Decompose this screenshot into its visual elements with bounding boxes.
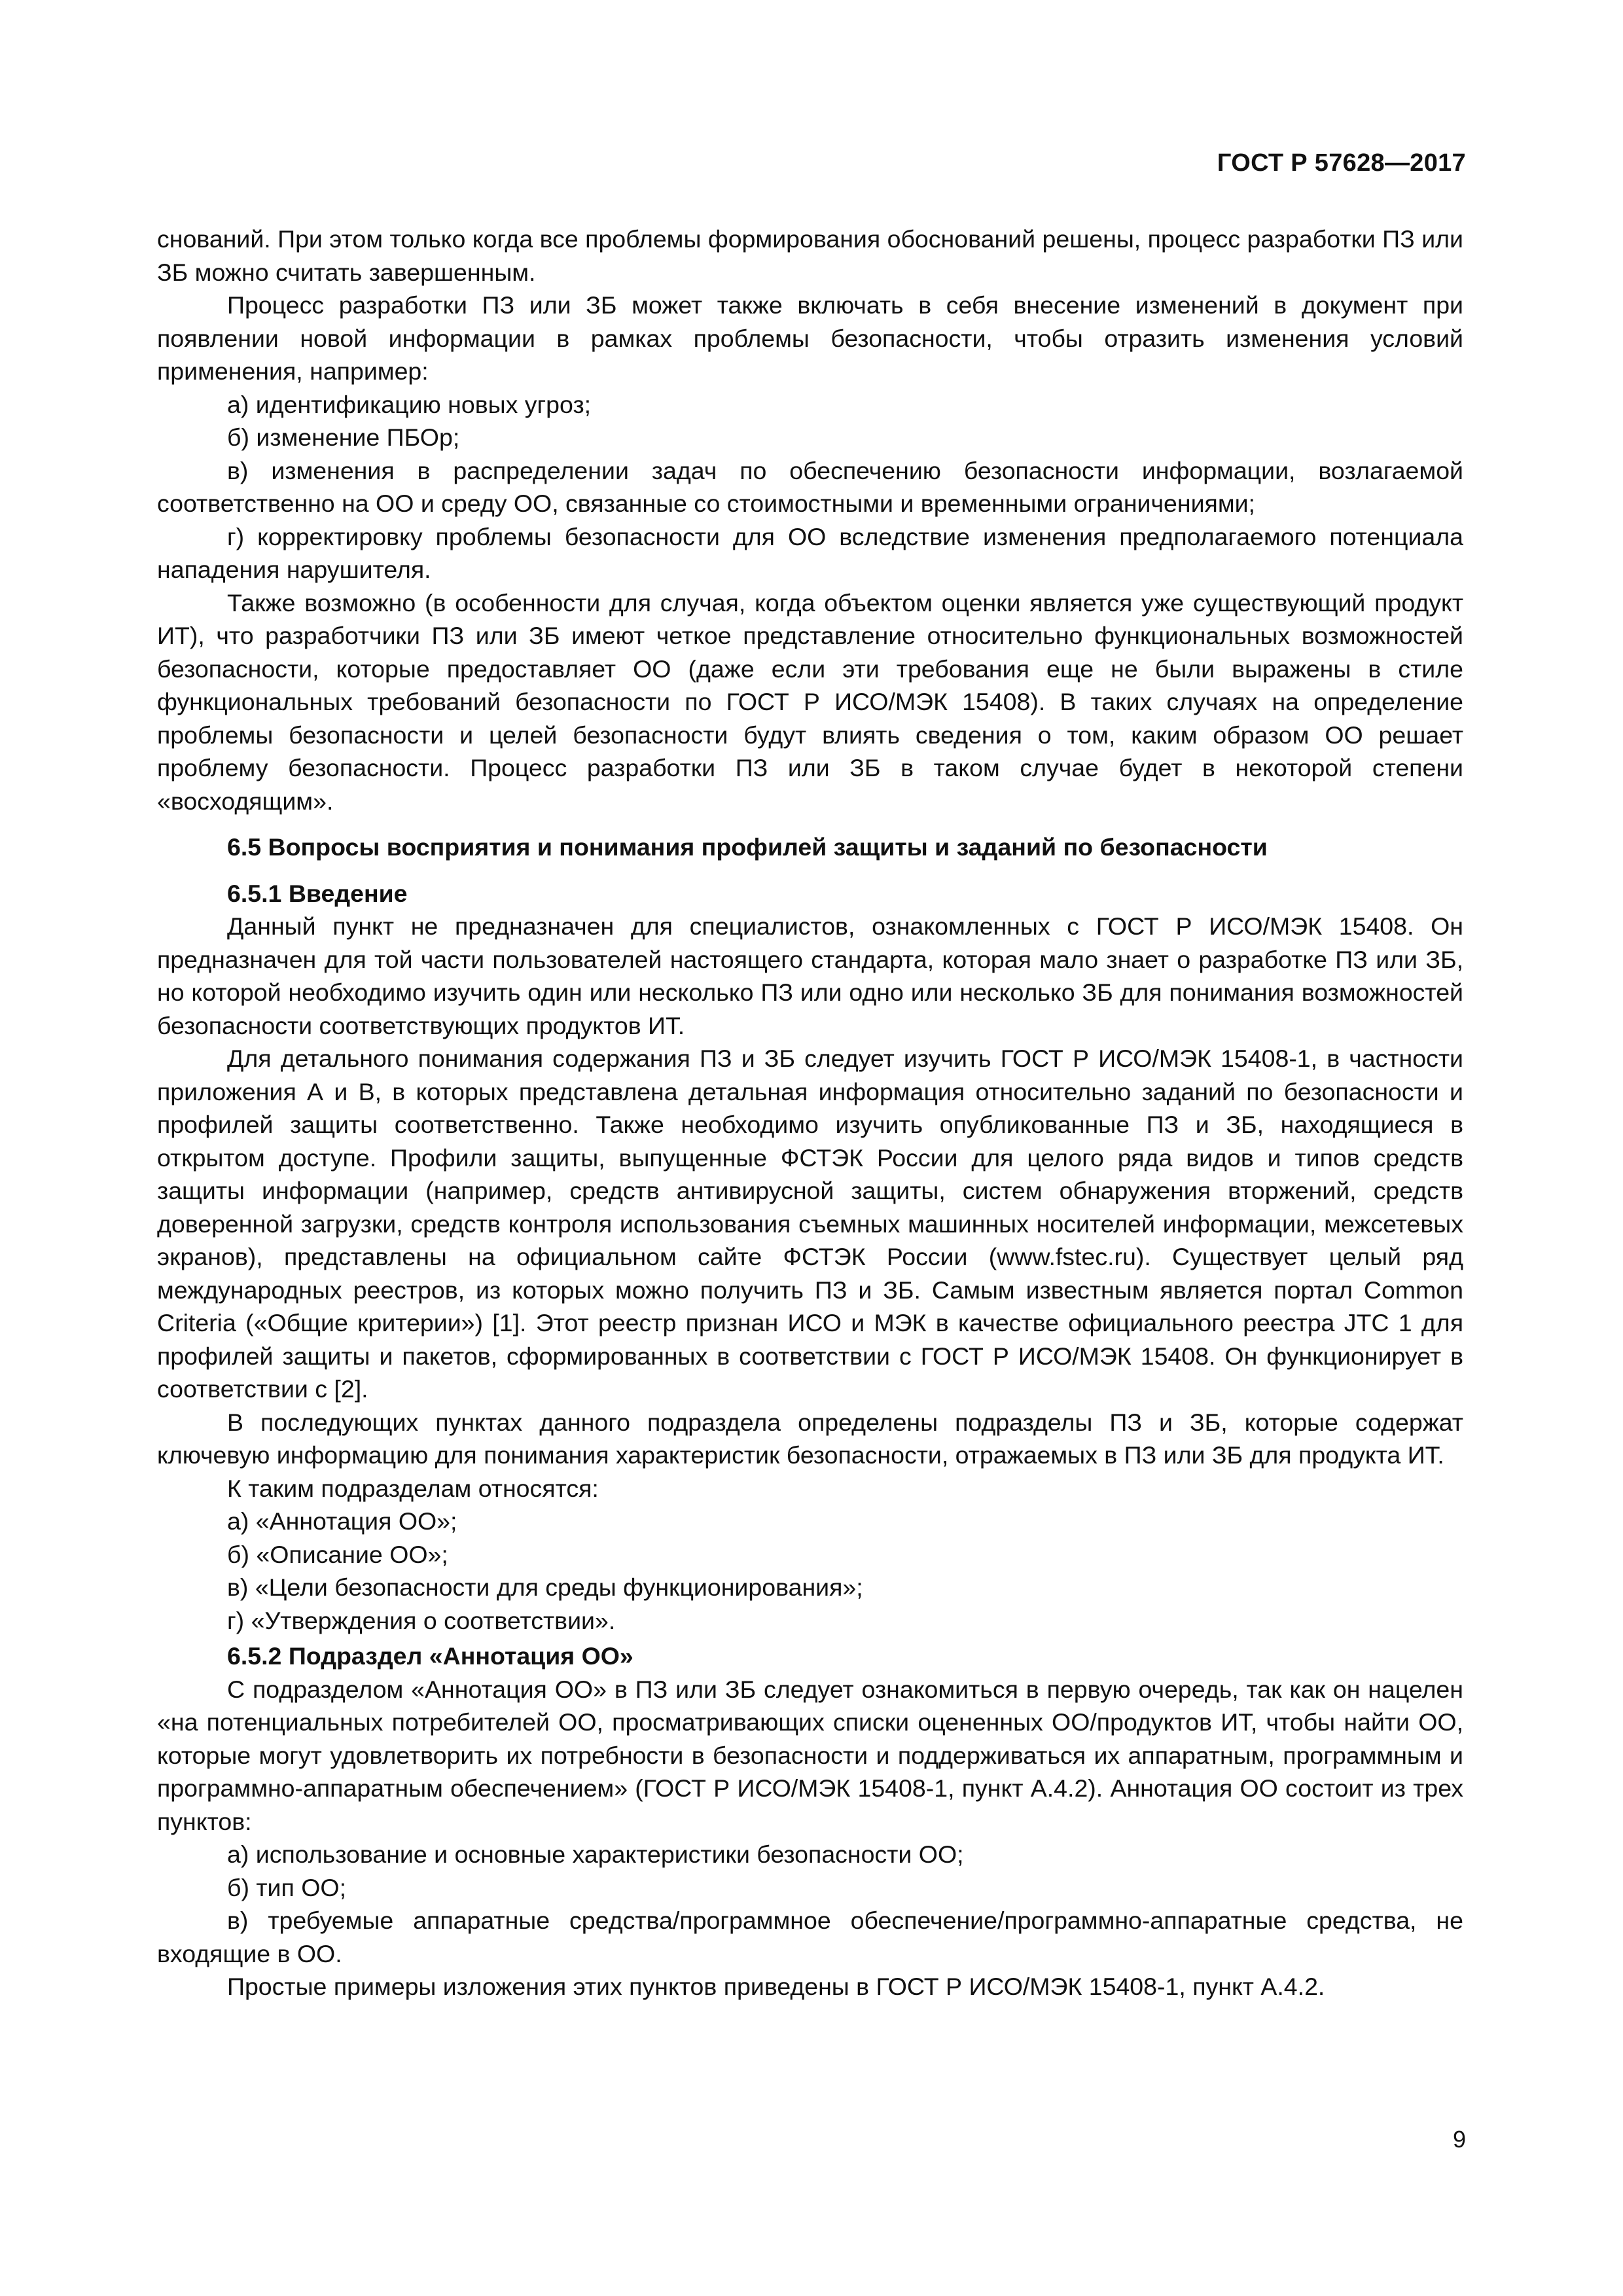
list-item: а) «Аннотация ОО»;: [227, 1507, 457, 1535]
paragraph: В последующих пунктах данного подраздела определены подразделы ПЗ и ЗБ, которые содержат ключевую информацию для понимания характеристик безопасности, отражаемых в ПЗ или ЗБ для продукта ИТ.: [157, 1408, 1463, 1469]
paragraph: С подразделом «Аннотация ОО» в ПЗ или ЗБ следует ознакомиться в первую очередь, так как он нацелен «на потенциальных потребителей ОО, просматривающих списки оцененных ОО/продуктов ИТ, чтобы найти ОО, которые могут удовлетворить их потребности в безопасности и поддерживаться их аппаратным, программным и программно-аппаратным обеспечением» (ГОСТ Р ИСО/МЭК 15408-1, пункт А.4.2). Аннотация ОО состоит из трех пунктов:: [157, 1675, 1463, 1835]
list-item: г) «Утверждения о соответствии».: [227, 1606, 616, 1634]
list-item: в) изменения в распределении задач по обеспечению безопасности информации, возлагаемой соответственно на ОО и среду ОО, связанные со стоимостными и временными ограничениями;: [157, 456, 1463, 517]
paragraph-continuation: снований. При этом только когда все проблемы формирования обоснований решены, процесс разработки ПЗ или ЗБ можно считать завершенным.: [157, 225, 1463, 286]
list-item: б) изменение ПБОр;: [227, 423, 460, 451]
paragraph: Также возможно (в особенности для случая, когда объектом оценки является уже существующий продукт ИТ), что разработчики ПЗ или ЗБ имеют четкое представление относительно функциональных возможностей безопасности, которые предоставляет ОО (даже если эти требования еще не были выражены в стиле функциональных требований безопасности по ГОСТ Р ИСО/МЭК 15408). В таких случаях на определение проблемы безопасности и целей безопасности будут влиять сведения о том, каким образом ОО решает проблему безопасности. Процесс разработки ПЗ или ЗБ в таком случае будет в некоторой степени «восходящим».: [157, 588, 1463, 815]
paragraph: Процесс разработки ПЗ или ЗБ может также включать в себя внесение изменений в документ при появлении новой информации в рамках проблемы безопасности, чтобы отразить изменения условий применения, например:: [157, 291, 1463, 385]
paragraph: К таким подразделам относятся:: [227, 1474, 599, 1502]
subsection-heading-6-5-2: 6.5.2 Подраздел «Аннотация ОО»: [227, 1642, 633, 1670]
paragraph: Данный пункт не предназначен для специалистов, ознакомленных с ГОСТ Р ИСО/МЭК 15408. Он предназначен для той части пользователей настоящего стандарта, которая мало знает о разработке ПЗ или ЗБ, но которой необходимо изучить один или несколько ПЗ или одно или несколько ЗБ для понимания возможностей безопасности соответствующих продуктов ИТ.: [157, 912, 1463, 1039]
list-item: г) корректировку проблемы безопасности для ОО вследствие изменения предполагаемого потенциала нападения нарушителя.: [157, 522, 1463, 583]
paragraph: Простые примеры изложения этих пунктов приведены в ГОСТ Р ИСО/МЭК 15408-1, пункт А.4.2.: [227, 1973, 1325, 2000]
page-number: 9: [1452, 2126, 1466, 2153]
subsection-heading-6-5-1: 6.5.1 Введение: [227, 879, 408, 907]
list-item: а) использование и основные характеристики безопасности ОО;: [227, 1840, 964, 1868]
list-item: б) «Описание ОО»;: [227, 1540, 448, 1568]
list-item: в) «Цели безопасности для среды функционирования»;: [227, 1573, 863, 1601]
paragraph: Для детального понимания содержания ПЗ и ЗБ следует изучить ГОСТ Р ИСО/МЭК 15408-1, в частности приложения А и В, в которых представлена детальная информация относительно заданий по безопасности и профилей защиты соответственно. Также необходимо изучить опубликованные ПЗ и ЗБ, находящиеся в открытом доступе. Профили защиты, выпущенные ФСТЭК России для целого ряда видов и типов средств защиты информации (например, средств антивирусной защиты, систем обнаружения вторжений, средств доверенной загрузки, средств контроля использования съемных машинных носителей информации, межсетевых экранов), представлены на официальном сайте ФСТЭК России (www.fstec.ru). Существует целый ряд международных реестров, из которых можно получить ПЗ и ЗБ. Самым известным является портал Common Criteria («Общие критерии») [1]. Этот реестр признан ИСО и МЭК в качестве официального реестра JTC 1 для профилей защиты и пакетов, сформированных в соответствии с ГОСТ Р ИСО/МЭК 15408. Он функционирует в соответствии с [2].: [157, 1045, 1463, 1403]
list-item: б) тип ОО;: [227, 1873, 346, 1901]
section-heading-6-5: 6.5 Вопросы восприятия и понимания профилей защиты и заданий по безопасности: [227, 833, 1268, 861]
list-item: в) требуемые аппаратные средства/программное обеспечение/программно-аппаратные средства, не входящие в ОО.: [157, 1907, 1463, 1967]
list-item: а) идентификацию новых угроз;: [227, 390, 592, 418]
document-code: ГОСТ Р 57628—2017: [1217, 149, 1466, 177]
document-body: [157, 223, 1463, 2003]
